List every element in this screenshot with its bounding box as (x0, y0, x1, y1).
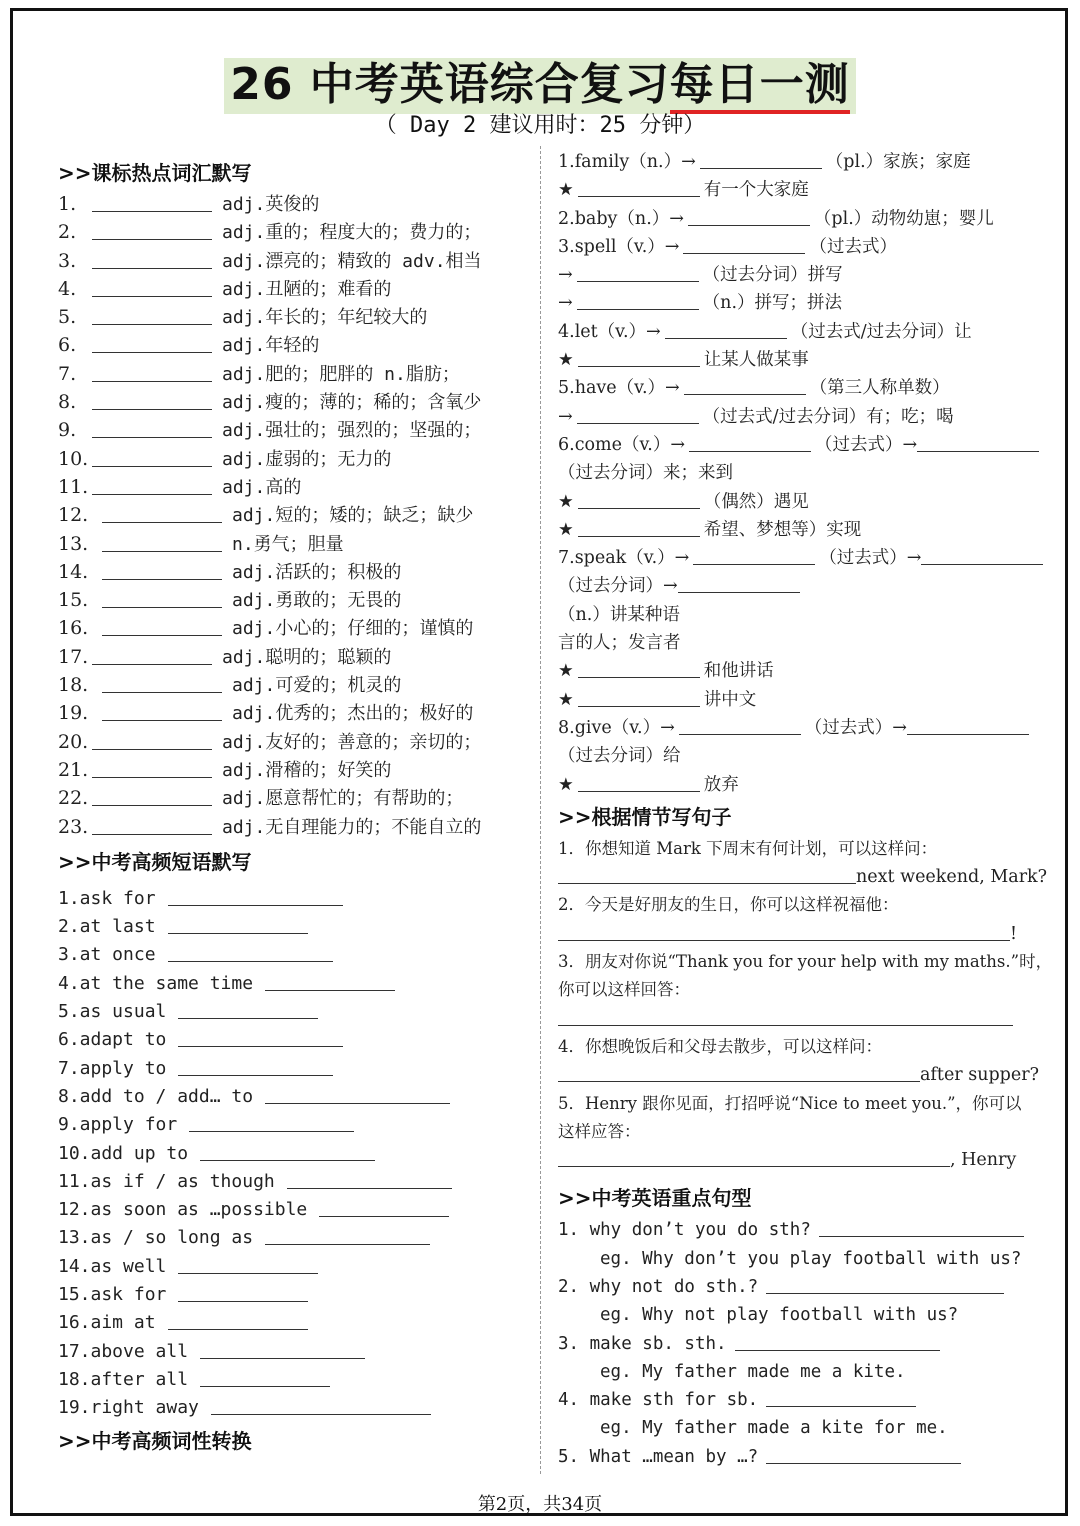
conversion-prompt: → (558, 293, 573, 314)
sentence-ending: , Henry (950, 1150, 1017, 1171)
pattern-sentence: 3. make sb. sth. (558, 1333, 727, 1354)
conversion-row (558, 657, 1048, 685)
vocab-row (58, 218, 533, 246)
conversion-row (558, 148, 1048, 176)
vocab-definition: adj.肥的；肥胖的 n.脂肪； (222, 363, 460, 385)
conversion-answer-blank[interactable] (578, 365, 700, 367)
conversion-prompt: ★ (558, 491, 574, 512)
phrase-row (58, 1055, 533, 1083)
conversion-prompt: ★ (558, 661, 574, 682)
vocab-row (58, 784, 533, 812)
vocab-row (58, 728, 533, 756)
title-text (224, 46, 856, 114)
vocab-row (58, 190, 533, 218)
vocab-section-title: >>课标热点词汇默写 (58, 161, 252, 185)
pattern-example: eg. My father made me a kite. (600, 1361, 906, 1382)
phrase-answer-blank[interactable] (168, 932, 308, 934)
phrase-answer-blank[interactable] (168, 1328, 308, 1330)
conversion-row (558, 742, 1048, 770)
vocab-definition: adj.虚弱的；无力的 (222, 448, 392, 470)
conversion-prompt: 4.let（v.）→ (558, 321, 661, 342)
phrase-section-title: >>中考高频短语默写 (58, 849, 252, 874)
sentence-answer-row (558, 1061, 1048, 1089)
vocab-row (58, 643, 533, 671)
phrase-row (58, 1083, 533, 1111)
vocab-number: 15. (58, 589, 89, 612)
phrase-text: 12.as soon as …possible (58, 1199, 308, 1221)
conversion-answer-blank[interactable] (665, 337, 787, 339)
phrase-text: 9.apply for (58, 1114, 178, 1136)
conversion-label: （过去式）→ (804, 717, 907, 738)
phrase-row (58, 1309, 533, 1337)
vocab-answer-blank[interactable] (102, 550, 222, 552)
sentence-answer-row (558, 1146, 1048, 1174)
phrase-row (58, 885, 533, 913)
phrase-text: 7.apply to (58, 1057, 167, 1079)
vocab-number: 2. (58, 221, 77, 244)
vocab-answer-blank[interactable] (92, 833, 212, 835)
vocab-number: 8. (58, 391, 77, 414)
title-main: 26 中考英语综合复习 (230, 59, 670, 110)
phrase-answer-blank[interactable] (168, 960, 333, 962)
phrase-row (58, 1140, 533, 1168)
sentence-section-title: >>根据情节写句子 (558, 804, 732, 829)
vocab-answer-blank[interactable] (102, 578, 222, 580)
vocab-answer-blank[interactable] (102, 719, 222, 721)
sentence-ending: next weekend, Mark? (856, 867, 1048, 888)
conversion-label: （过去分词）拼写 (702, 265, 843, 286)
conversion-answer-blank[interactable] (917, 450, 1039, 452)
conversion-answer-blank[interactable] (577, 422, 699, 424)
sentence-question: 3．朋友对你说“Thank you for your help with my maths.”时， (558, 952, 1053, 972)
page-title (0, 46, 1080, 114)
phrase-answer-blank[interactable] (189, 1130, 354, 1132)
vocab-row (58, 614, 533, 642)
conversion-answer-blank[interactable] (684, 393, 806, 395)
vocab-answer-blank[interactable] (92, 380, 212, 382)
vocab-answer-blank[interactable] (92, 323, 212, 325)
vocab-number: 22. (58, 787, 89, 810)
conversion-prompt: ★ (558, 180, 574, 201)
vocab-answer-blank[interactable] (102, 691, 222, 693)
phrase-answer-blank[interactable] (200, 1385, 330, 1387)
vocab-definition: adj.无自理能力的；不能自立的 (222, 816, 482, 838)
vocab-answer-blank[interactable] (92, 493, 212, 495)
pattern-sentence: 5. What …mean by …? (558, 1446, 759, 1467)
phrase-text: 3.at once (58, 944, 156, 966)
vocab-row (58, 388, 533, 416)
conversion-answer-blank[interactable] (578, 790, 700, 792)
phrase-answer-blank[interactable] (265, 989, 395, 991)
conversion-row (558, 289, 1048, 317)
conversion-prompt: 2.baby（n.）→ (558, 208, 684, 229)
vocab-definition: adj.强壮的；强烈的；坚强的； (222, 420, 482, 442)
phrase-text: 10.add up to (58, 1142, 189, 1164)
phrase-row (58, 1168, 533, 1196)
phrase-row (58, 913, 533, 941)
pattern-answer-blank[interactable] (819, 1235, 1024, 1237)
vocab-number: 20. (58, 730, 89, 753)
conversion-row (558, 205, 1048, 233)
vocab-answer-blank[interactable] (92, 465, 212, 467)
phrase-answer-blank[interactable] (168, 904, 343, 906)
vocab-number: 18. (58, 674, 89, 697)
vocab-row (58, 473, 533, 501)
phrase-row (58, 1366, 533, 1394)
phrase-row (58, 998, 533, 1026)
phrase-row (58, 1196, 533, 1224)
conversion-label: （过去式）→ (815, 434, 918, 455)
conversion-answer-blank[interactable] (578, 507, 700, 509)
sentence-answer-blank[interactable] (558, 1165, 950, 1167)
vocab-number: 7. (58, 362, 77, 385)
vocab-answer-blank[interactable] (92, 210, 212, 212)
conversion-label: （第三人称单数） (809, 378, 950, 399)
conversion-label: 有一个大家庭 (703, 180, 809, 201)
vocab-definition: adj.可爱的；机灵的 (232, 675, 402, 697)
vocab-number: 12. (58, 504, 89, 527)
vocab-row (58, 416, 533, 444)
vocab-number: 23. (58, 815, 89, 838)
conversion-row (558, 771, 1048, 799)
conversion-label: （过去式/过去分词）让 (790, 321, 972, 342)
vocab-row (58, 445, 533, 473)
phrase-text: 14.as well (58, 1255, 167, 1277)
vocab-definition: adj.年轻的 (222, 335, 320, 357)
sentence-question: 4．你想晚饭后和父母去散步，可以这样问： (558, 1036, 882, 1056)
phrase-answer-blank[interactable] (287, 1187, 452, 1189)
vocab-number: 6. (58, 334, 77, 357)
conversion-answer-blank[interactable] (907, 733, 1029, 735)
conversion-answer-blank[interactable] (578, 676, 700, 678)
vocab-answer-blank[interactable] (92, 267, 212, 269)
phrase-row (58, 1026, 533, 1054)
phrase-text: 1.ask for (58, 887, 156, 909)
vocab-row (58, 275, 533, 303)
conversion-answer-blank[interactable] (693, 563, 815, 565)
vocab-answer-blank[interactable] (92, 748, 212, 750)
conversion-label: （pl.）家族；家庭 (825, 152, 971, 172)
conversion-answer-blank[interactable] (683, 252, 805, 254)
conversion-answer-blank[interactable] (578, 705, 700, 707)
conversion-answer-blank[interactable] (689, 450, 811, 452)
phrase-text: 6.adapt to (58, 1029, 167, 1051)
conversion-answer-blank[interactable] (578, 195, 700, 197)
vocab-row (58, 303, 533, 331)
vocab-number: 16. (58, 617, 89, 640)
pattern-example: eg. Why not play football with us? (600, 1305, 959, 1326)
conversion-row (558, 459, 1048, 487)
vocab-answer-blank[interactable] (92, 351, 212, 353)
vocab-answer-blank[interactable] (92, 436, 212, 438)
column-divider (540, 146, 541, 1474)
sentence-answer-blank[interactable] (558, 1080, 920, 1082)
vocab-number: 4. (58, 277, 77, 300)
conversion-label: 希望、梦想等）实现 (703, 519, 862, 540)
vocab-number: 19. (58, 702, 89, 725)
vocab-definition: adj.英俊的 (222, 194, 320, 215)
pattern-row (558, 1330, 1048, 1358)
conversion-prompt: 3.spell（v.）→ (558, 236, 680, 257)
pattern-row (558, 1443, 1048, 1471)
conversion-answer-blank[interactable] (577, 308, 699, 310)
conversion-answer-blank[interactable] (679, 733, 801, 735)
vocab-answer-blank[interactable] (92, 663, 212, 665)
vocab-row (58, 558, 533, 586)
conversion-section-title: >>中考高频词性转换 (58, 1429, 252, 1454)
vocab-definition: adj.聪明的；聪颖的 (222, 646, 392, 668)
phrase-answer-blank[interactable] (200, 1159, 375, 1161)
conversion-label: 让某人做某事 (703, 350, 809, 371)
conversion-label: 讲中文 (703, 689, 757, 710)
phrase-answer-blank[interactable] (178, 1074, 333, 1076)
phrase-answer-blank[interactable] (178, 1300, 308, 1302)
sentence-answer-blank[interactable] (558, 939, 1010, 941)
vocab-row (58, 247, 533, 275)
conversion-row (558, 176, 1048, 204)
conversion-row (558, 318, 1048, 346)
phrase-answer-blank[interactable] (211, 1413, 431, 1415)
pattern-sentence: 2. why not do sth.? (558, 1276, 759, 1297)
vocab-definition: adj.短的；矮的；缺乏；缺少 (232, 505, 474, 527)
vocab-definition: adj.高的 (222, 476, 302, 498)
conversion-row (558, 431, 1048, 459)
phrase-text: 16.aim at (58, 1312, 156, 1334)
phrase-row (58, 1253, 533, 1281)
conversion-label: （过去分词）→ (558, 576, 678, 597)
conversion-row (558, 601, 1048, 629)
vocab-definition: adj.优秀的；杰出的；极好的 (232, 703, 474, 725)
vocab-definition: adj.小心的；仔细的；谨慎的 (232, 618, 474, 640)
conversion-row (558, 233, 1048, 261)
conversion-label: 和他讲话 (703, 661, 774, 682)
vocab-answer-blank[interactable] (92, 804, 212, 806)
sentence-answer-row (558, 863, 1048, 891)
phrase-answer-blank[interactable] (200, 1357, 365, 1359)
conversion-answer-blank[interactable] (688, 224, 810, 226)
vocab-definition: adj.丑陋的；难看的 (222, 278, 392, 300)
vocab-number: 1. (58, 193, 77, 215)
sentence-question: 5．Henry 跟你见面，打招呼说“Nice to meet you.”，你可以 (558, 1093, 1022, 1113)
vocab-number: 21. (58, 758, 89, 781)
conversion-label: 放弃 (703, 774, 739, 795)
pattern-answer-blank[interactable] (735, 1349, 940, 1351)
conversion-row (558, 544, 1048, 572)
vocab-number: 5. (58, 306, 77, 329)
vocab-number: 17. (58, 645, 89, 668)
pattern-sentence: 4. make sth for sb. (558, 1390, 759, 1411)
vocab-answer-blank[interactable] (92, 408, 212, 410)
pattern-example: eg. My father made a kite for me. (600, 1418, 948, 1439)
phrase-answer-blank[interactable] (178, 1272, 318, 1274)
sentence-answer-blank[interactable] (558, 882, 856, 884)
vocab-row (58, 360, 533, 388)
phrase-row (58, 941, 533, 969)
conversion-list (558, 148, 1048, 799)
conversion-label: 言的人；发言者 (558, 633, 681, 654)
vocab-number: 13. (58, 532, 89, 555)
conversion-answer-blank[interactable] (921, 563, 1043, 565)
sentence-question-cont: 这样应答： (558, 1121, 641, 1141)
phrase-text: 8.add to / add… to (58, 1085, 254, 1107)
vocab-number: 10. (58, 447, 89, 470)
conversion-row (558, 403, 1048, 431)
conversion-answer-blank[interactable] (578, 535, 700, 537)
vocab-answer-blank[interactable] (102, 634, 222, 636)
vocab-answer-blank[interactable] (92, 295, 212, 297)
conversion-prompt: 1.family（n.）→ (558, 152, 696, 172)
vocab-definition: adj.愿意帮忙的；有帮助的； (222, 788, 464, 810)
phrase-text: 19.right away (58, 1397, 199, 1419)
pattern-section-title: >>中考英语重点句型 (558, 1186, 752, 1211)
conversion-row (558, 629, 1048, 657)
conversion-prompt: 8.give（v.）→ (558, 717, 675, 738)
left-column (58, 156, 533, 1458)
phrase-row (58, 1338, 533, 1366)
phrase-row (58, 1111, 533, 1139)
conversion-prompt: 5.have（v.）→ (558, 378, 680, 399)
pattern-row (558, 1386, 1048, 1414)
vocab-definition: n.勇气；胆量 (232, 533, 344, 555)
pattern-answer-blank[interactable] (766, 1462, 961, 1464)
sentence-question: 2．今天是好朋友的生日，你可以这样祝福他： (558, 895, 899, 915)
vocab-answer-blank[interactable] (102, 606, 222, 608)
title-underlined: 每日一测 (670, 59, 850, 114)
conversion-label: （过去式） (809, 236, 897, 257)
conversion-prompt: 6.come（v.）→ (558, 434, 686, 455)
vocab-row (58, 501, 533, 529)
phrase-answer-blank[interactable] (319, 1215, 449, 1217)
page-footer: 第2页，共34页 (477, 1494, 603, 1515)
vocab-definition: adj.瘦的；薄的；稀的；含氧少 (222, 392, 482, 414)
vocab-number: 14. (58, 560, 89, 583)
pattern-answer-blank[interactable] (766, 1292, 1004, 1294)
conversion-answer-blank[interactable] (700, 167, 822, 169)
vocab-answer-blank[interactable] (92, 238, 212, 240)
conversion-label: （过去式）→ (819, 548, 922, 569)
vocab-definition: adj.友好的；善意的；亲切的； (222, 731, 482, 753)
sentence-ending: after supper? (920, 1065, 1039, 1086)
conversion-label: （偶然）遇见 (703, 491, 809, 512)
conversion-label: （n.）拼写；拼法 (702, 293, 843, 314)
conversion-label: （n.）讲某种语 (558, 604, 680, 625)
pattern-list (558, 1216, 1048, 1471)
phrase-text: 4.at the same time (58, 972, 254, 994)
phrase-text: 15.ask for (58, 1283, 167, 1305)
phrase-text: 18.after all (58, 1368, 189, 1390)
phrase-text: 11.as if / as though (58, 1170, 275, 1192)
pattern-row (558, 1273, 1048, 1301)
conversion-label: （过去分词）来；来到 (558, 463, 733, 484)
phrase-row (58, 970, 533, 998)
conversion-row (558, 261, 1048, 289)
vocab-definition: adj.勇敢的；无畏的 (232, 590, 402, 612)
subtitle: （ Day 2 建议用时：25 分钟） (374, 113, 706, 138)
conversion-prompt: ★ (558, 519, 574, 540)
conversion-prompt: 7.speak（v.）→ (558, 548, 690, 569)
vocab-number: 3. (58, 249, 77, 272)
pattern-example: eg. Why don’t you play football with us? (600, 1248, 1022, 1269)
conversion-label: （pl.）动物幼崽；婴儿 (813, 208, 994, 229)
phrase-row (58, 1224, 533, 1252)
vocab-row (58, 699, 533, 727)
conversion-answer-blank[interactable] (577, 280, 699, 282)
phrase-list (58, 885, 533, 1423)
vocab-answer-blank[interactable] (92, 776, 212, 778)
vocab-number: 9. (58, 419, 77, 442)
conversion-label: （过去式/过去分词）有；吃；喝 (702, 406, 954, 427)
sentence-question-cont: 你可以这样回答： (558, 980, 690, 1000)
phrase-text: 2.at last (58, 916, 156, 938)
conversion-row (558, 374, 1048, 402)
sentence-question: 1．你想知道 Mark 下周末有何计划，可以这样问： (558, 838, 938, 858)
sentence-answer-row (558, 920, 1048, 948)
vocab-number: 11. (58, 475, 89, 498)
phrase-row (58, 1394, 533, 1422)
sentence-ending: ! (1010, 923, 1018, 944)
conversion-row (558, 516, 1048, 544)
vocab-answer-blank[interactable] (102, 521, 222, 523)
phrase-answer-blank[interactable] (178, 1045, 343, 1047)
vocab-row (58, 586, 533, 614)
vocab-row (58, 756, 533, 784)
phrase-text: 13.as / so long as (58, 1227, 254, 1249)
vocab-row (58, 530, 533, 558)
conversion-prompt: ★ (558, 774, 574, 795)
pattern-sentence: 1. why don’t you do sth? (558, 1220, 811, 1241)
phrase-row (58, 1281, 533, 1309)
pattern-answer-blank[interactable] (766, 1405, 916, 1407)
conversion-row (558, 346, 1048, 374)
phrase-answer-blank[interactable] (265, 1102, 450, 1104)
phrase-answer-blank[interactable] (265, 1243, 430, 1245)
phrase-text: 17.above all (58, 1340, 189, 1362)
sentence-list (558, 835, 1053, 1175)
conversion-prompt: ★ (558, 689, 574, 710)
conversion-prompt: → (558, 406, 573, 427)
vocab-list (58, 190, 533, 841)
conversion-prompt: ★ (558, 350, 574, 371)
vocab-definition: adj.活跃的；积极的 (232, 561, 402, 583)
phrase-answer-blank[interactable] (178, 1017, 318, 1019)
conversion-row (558, 572, 1048, 600)
vocab-definition: adj.重的；程度大的；费力的； (222, 222, 482, 244)
conversion-label: （过去分词）给 (558, 746, 681, 767)
vocab-definition: adj.滑稽的；好笑的 (222, 759, 392, 781)
vocab-row (58, 331, 533, 359)
sentence-answer-blank[interactable] (558, 1024, 1013, 1026)
conversion-row (558, 488, 1048, 516)
vocab-definition: adj.年长的；年纪较大的 (222, 307, 428, 329)
vocab-row (58, 813, 533, 841)
sentence-answer-row (558, 1005, 1048, 1033)
conversion-prompt: → (558, 265, 573, 286)
vocab-definition: adj.漂亮的；精致的 adv.相当 (222, 250, 482, 272)
conversion-answer-blank[interactable] (678, 591, 800, 593)
conversion-row (558, 686, 1048, 714)
phrase-text: 5.as usual (58, 1001, 167, 1023)
vocab-row (58, 671, 533, 699)
pattern-row (558, 1216, 1048, 1244)
conversion-row (558, 714, 1048, 742)
right-column (558, 148, 1053, 1471)
